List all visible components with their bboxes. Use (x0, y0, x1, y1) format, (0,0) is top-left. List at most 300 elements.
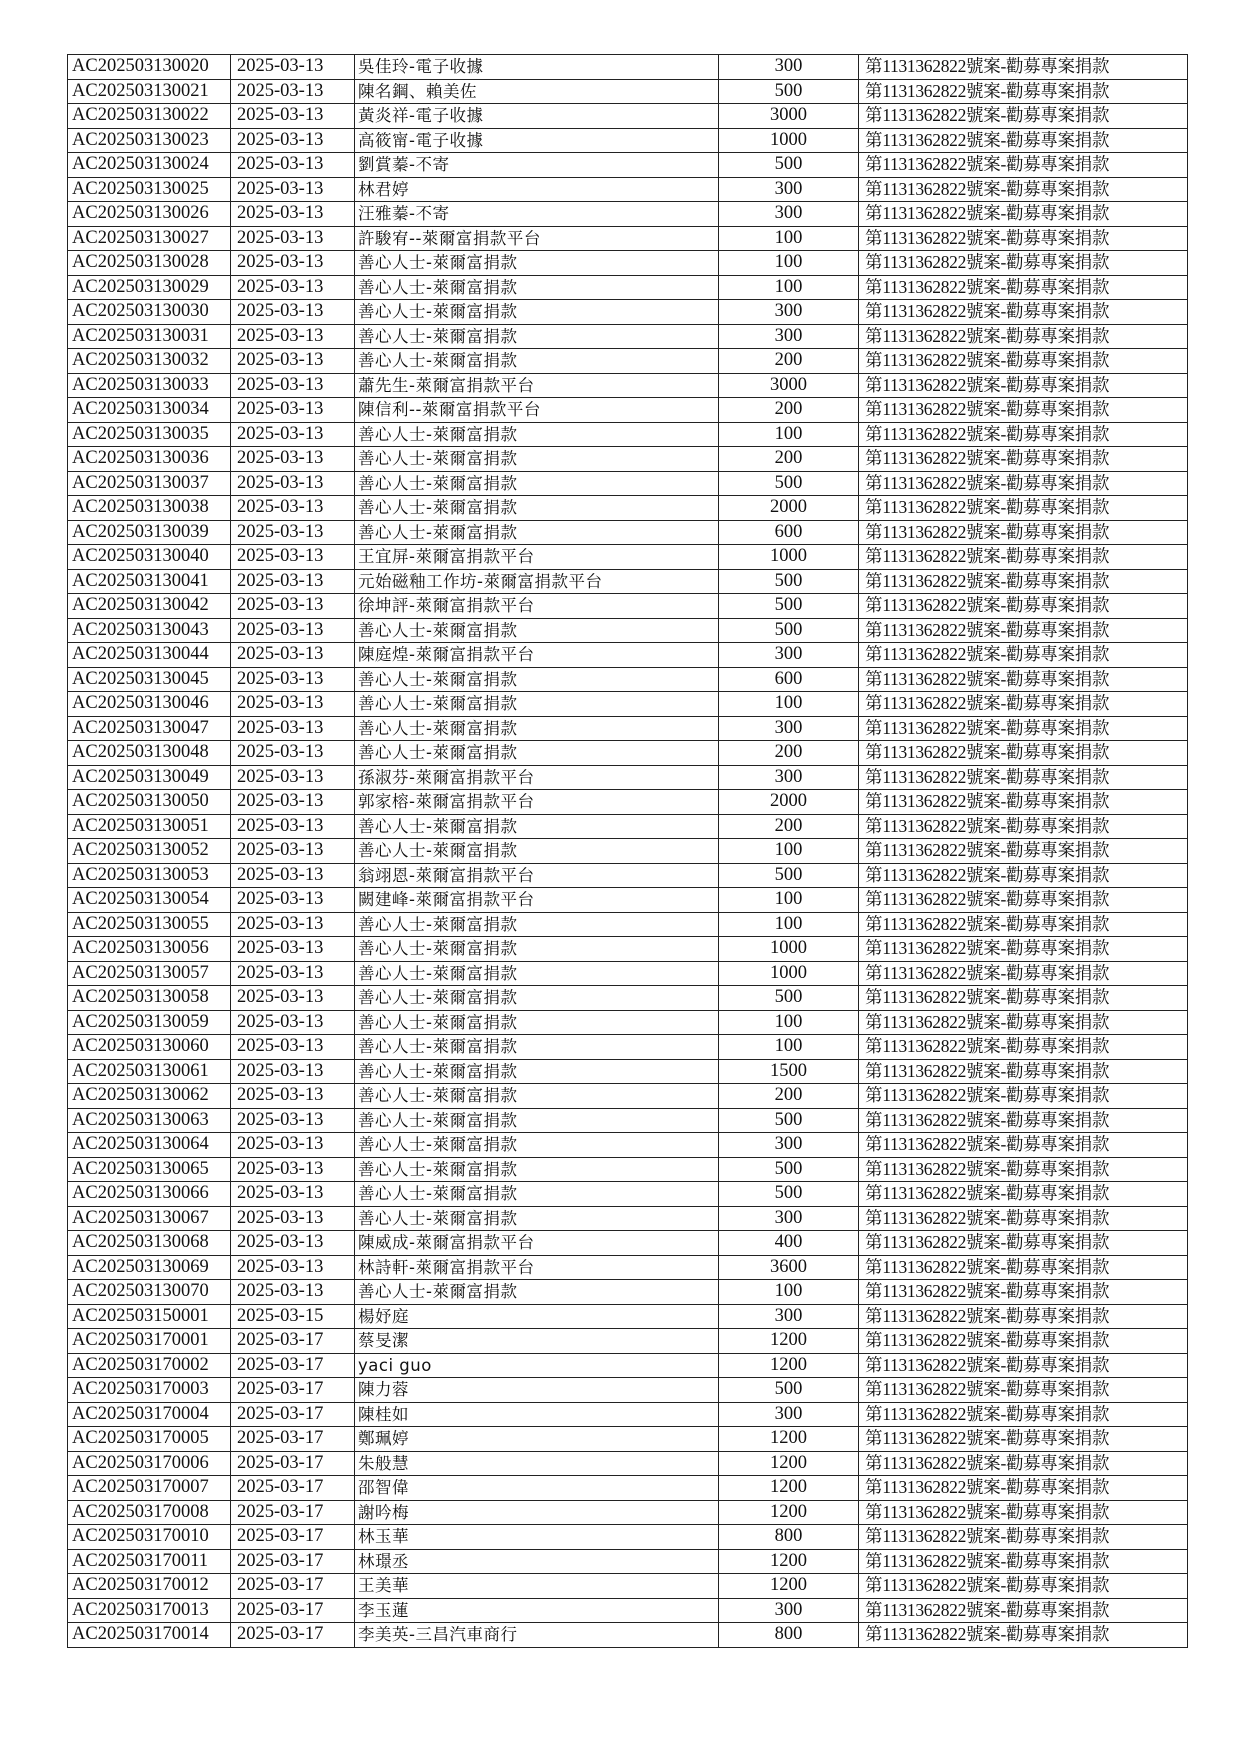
receipt-id-cell: AC202503130029 (68, 275, 231, 300)
date-cell: 2025-03-13 (231, 569, 355, 594)
date-cell: 2025-03-13 (231, 153, 355, 178)
amount-cell: 500 (719, 1157, 859, 1182)
table-row (68, 1280, 1188, 1305)
receipt-id-cell: AC202503130065 (68, 1157, 231, 1182)
table-row (68, 251, 1188, 276)
donor-name-cell: 闕建峰-萊爾富捐款平台 (355, 888, 719, 913)
table-row (68, 1182, 1188, 1207)
date-cell: 2025-03-17 (231, 1329, 355, 1354)
amount-cell: 1200 (719, 1476, 859, 1501)
date-cell: 2025-03-13 (231, 177, 355, 202)
date-cell: 2025-03-13 (231, 300, 355, 325)
amount-cell: 300 (719, 716, 859, 741)
amount-cell: 500 (719, 618, 859, 643)
date-cell: 2025-03-13 (231, 422, 355, 447)
date-cell: 2025-03-13 (231, 1133, 355, 1158)
date-cell: 2025-03-17 (231, 1451, 355, 1476)
donor-name-cell: 林玉華 (355, 1525, 719, 1550)
purpose-note-cell: 第1131362822號案-勸募專案捐款 (859, 153, 1188, 178)
donor-name-cell: 善心人士-萊爾富捐款 (355, 1035, 719, 1060)
amount-cell: 100 (719, 692, 859, 717)
receipt-id-cell: AC202503170014 (68, 1623, 231, 1648)
donor-name-cell: 鄭珮婷 (355, 1427, 719, 1452)
amount-cell: 300 (719, 765, 859, 790)
receipt-id-cell: AC202503130053 (68, 863, 231, 888)
purpose-note-cell: 第1131362822號案-勸募專案捐款 (859, 1280, 1188, 1305)
donor-name-cell: 李玉蓮 (355, 1598, 719, 1623)
table-row (68, 1133, 1188, 1158)
amount-cell: 300 (719, 202, 859, 227)
date-cell: 2025-03-13 (231, 1206, 355, 1231)
date-cell: 2025-03-17 (231, 1623, 355, 1648)
date-cell: 2025-03-13 (231, 667, 355, 692)
receipt-id-cell: AC202503130033 (68, 373, 231, 398)
table-row (68, 1525, 1188, 1550)
date-cell: 2025-03-17 (231, 1549, 355, 1574)
purpose-note-cell: 第1131362822號案-勸募專案捐款 (859, 618, 1188, 643)
date-cell: 2025-03-13 (231, 1010, 355, 1035)
table-row (68, 202, 1188, 227)
donor-name-cell: 善心人士-萊爾富捐款 (355, 1108, 719, 1133)
table-row (68, 765, 1188, 790)
table-row (68, 324, 1188, 349)
table-row (68, 863, 1188, 888)
donor-name-cell: 善心人士-萊爾富捐款 (355, 496, 719, 521)
table-row (68, 1549, 1188, 1574)
donor-name-cell: 善心人士-萊爾富捐款 (355, 692, 719, 717)
amount-cell: 400 (719, 1231, 859, 1256)
purpose-note-cell: 第1131362822號案-勸募專案捐款 (859, 55, 1188, 80)
amount-cell: 300 (719, 177, 859, 202)
amount-cell: 1000 (719, 545, 859, 570)
purpose-note-cell: 第1131362822號案-勸募專案捐款 (859, 1108, 1188, 1133)
table-row (68, 888, 1188, 913)
purpose-note-cell: 第1131362822號案-勸募專案捐款 (859, 888, 1188, 913)
donor-name-cell: 善心人士-萊爾富捐款 (355, 275, 719, 300)
purpose-note-cell: 第1131362822號案-勸募專案捐款 (859, 961, 1188, 986)
table-row (68, 1623, 1188, 1648)
receipt-id-cell: AC202503130040 (68, 545, 231, 570)
table-row (68, 1035, 1188, 1060)
amount-cell: 500 (719, 471, 859, 496)
donor-name-cell: 蔡旻潔 (355, 1329, 719, 1354)
donor-name-cell: 善心人士-萊爾富捐款 (355, 520, 719, 545)
receipt-id-cell: AC202503130032 (68, 349, 231, 374)
amount-cell: 1000 (719, 937, 859, 962)
donor-name-cell: 陳威成-萊爾富捐款平台 (355, 1231, 719, 1256)
amount-cell: 200 (719, 814, 859, 839)
table-row (68, 1353, 1188, 1378)
table-row (68, 373, 1188, 398)
purpose-note-cell: 第1131362822號案-勸募專案捐款 (859, 716, 1188, 741)
table-row (68, 545, 1188, 570)
table-row (68, 55, 1188, 80)
receipt-id-cell: AC202503170004 (68, 1402, 231, 1427)
purpose-note-cell: 第1131362822號案-勸募專案捐款 (859, 1157, 1188, 1182)
amount-cell: 500 (719, 1182, 859, 1207)
date-cell: 2025-03-13 (231, 55, 355, 80)
receipt-id-cell: AC202503130027 (68, 226, 231, 251)
amount-cell: 300 (719, 1598, 859, 1623)
donor-name-cell: 陳庭煌-萊爾富捐款平台 (355, 643, 719, 668)
table-row (68, 1378, 1188, 1403)
date-cell: 2025-03-13 (231, 863, 355, 888)
donor-name-cell: 善心人士-萊爾富捐款 (355, 1157, 719, 1182)
table-row (68, 275, 1188, 300)
table-row (68, 153, 1188, 178)
receipt-id-cell: AC202503130054 (68, 888, 231, 913)
purpose-note-cell: 第1131362822號案-勸募專案捐款 (859, 643, 1188, 668)
table-row (68, 226, 1188, 251)
receipt-id-cell: AC202503130050 (68, 790, 231, 815)
date-cell: 2025-03-13 (231, 790, 355, 815)
table-row (68, 667, 1188, 692)
purpose-note-cell: 第1131362822號案-勸募專案捐款 (859, 128, 1188, 153)
table-row (68, 1206, 1188, 1231)
amount-cell: 100 (719, 1035, 859, 1060)
table-row (68, 716, 1188, 741)
date-cell: 2025-03-13 (231, 961, 355, 986)
receipt-id-cell: AC202503130055 (68, 912, 231, 937)
receipt-id-cell: AC202503170010 (68, 1525, 231, 1550)
date-cell: 2025-03-17 (231, 1525, 355, 1550)
amount-cell: 300 (719, 1402, 859, 1427)
table-row (68, 1427, 1188, 1452)
date-cell: 2025-03-13 (231, 545, 355, 570)
purpose-note-cell: 第1131362822號案-勸募專案捐款 (859, 202, 1188, 227)
purpose-note-cell: 第1131362822號案-勸募專案捐款 (859, 839, 1188, 864)
table-row (68, 471, 1188, 496)
donor-name-cell: 李美英-三昌汽車商行 (355, 1623, 719, 1648)
table-row (68, 839, 1188, 864)
table-row (68, 128, 1188, 153)
donor-name-cell: 王宜屏-萊爾富捐款平台 (355, 545, 719, 570)
donor-name-cell: 善心人士-萊爾富捐款 (355, 961, 719, 986)
amount-cell: 800 (719, 1623, 859, 1648)
amount-cell: 300 (719, 300, 859, 325)
donor-name-cell: 邵智偉 (355, 1476, 719, 1501)
purpose-note-cell: 第1131362822號案-勸募專案捐款 (859, 863, 1188, 888)
purpose-note-cell: 第1131362822號案-勸募專案捐款 (859, 545, 1188, 570)
donor-name-cell: 楊妤庭 (355, 1304, 719, 1329)
receipt-id-cell: AC202503130052 (68, 839, 231, 864)
purpose-note-cell: 第1131362822號案-勸募專案捐款 (859, 324, 1188, 349)
receipt-id-cell: AC202503130057 (68, 961, 231, 986)
table-row (68, 594, 1188, 619)
table-row (68, 1329, 1188, 1354)
donor-name-cell: 林君婷 (355, 177, 719, 202)
receipt-id-cell: AC202503170007 (68, 1476, 231, 1501)
date-cell: 2025-03-13 (231, 128, 355, 153)
date-cell: 2025-03-13 (231, 471, 355, 496)
donor-name-cell: 陳名鋼、賴美佐 (355, 79, 719, 104)
table-row (68, 447, 1188, 472)
receipt-id-cell: AC202503130036 (68, 447, 231, 472)
amount-cell: 800 (719, 1525, 859, 1550)
table-row (68, 692, 1188, 717)
purpose-note-cell: 第1131362822號案-勸募專案捐款 (859, 177, 1188, 202)
donor-name-cell: 善心人士-萊爾富捐款 (355, 912, 719, 937)
purpose-note-cell: 第1131362822號案-勸募專案捐款 (859, 1304, 1188, 1329)
table-row (68, 422, 1188, 447)
date-cell: 2025-03-13 (231, 986, 355, 1011)
receipt-id-cell: AC202503130051 (68, 814, 231, 839)
amount-cell: 100 (719, 1010, 859, 1035)
table-row (68, 520, 1188, 545)
amount-cell: 3600 (719, 1255, 859, 1280)
donor-name-cell: 高筱甯-電子收據 (355, 128, 719, 153)
receipt-id-cell: AC202503130034 (68, 398, 231, 423)
purpose-note-cell: 第1131362822號案-勸募專案捐款 (859, 520, 1188, 545)
receipt-id-cell: AC202503130069 (68, 1255, 231, 1280)
purpose-note-cell: 第1131362822號案-勸募專案捐款 (859, 594, 1188, 619)
purpose-note-cell: 第1131362822號案-勸募專案捐款 (859, 1329, 1188, 1354)
donor-name-cell: 善心人士-萊爾富捐款 (355, 618, 719, 643)
amount-cell: 1200 (719, 1574, 859, 1599)
receipt-id-cell: AC202503170011 (68, 1549, 231, 1574)
donor-name-cell: 朱般慧 (355, 1451, 719, 1476)
receipt-id-cell: AC202503170008 (68, 1500, 231, 1525)
donor-name-cell: 善心人士-萊爾富捐款 (355, 471, 719, 496)
donor-name-cell: 劉賞蓁-不寄 (355, 153, 719, 178)
purpose-note-cell: 第1131362822號案-勸募專案捐款 (859, 1525, 1188, 1550)
receipt-id-cell: AC202503130041 (68, 569, 231, 594)
amount-cell: 100 (719, 275, 859, 300)
purpose-note-cell: 第1131362822號案-勸募專案捐款 (859, 1476, 1188, 1501)
receipt-id-cell: AC202503130037 (68, 471, 231, 496)
receipt-id-cell: AC202503130068 (68, 1231, 231, 1256)
purpose-note-cell: 第1131362822號案-勸募專案捐款 (859, 912, 1188, 937)
donor-name-cell: 翁翊恩-萊爾富捐款平台 (355, 863, 719, 888)
purpose-note-cell: 第1131362822號案-勸募專案捐款 (859, 226, 1188, 251)
donor-name-cell: 善心人士-萊爾富捐款 (355, 251, 719, 276)
amount-cell: 100 (719, 226, 859, 251)
table-row (68, 986, 1188, 1011)
date-cell: 2025-03-13 (231, 765, 355, 790)
purpose-note-cell: 第1131362822號案-勸募專案捐款 (859, 275, 1188, 300)
donor-name-cell: 善心人士-萊爾富捐款 (355, 741, 719, 766)
receipt-id-cell: AC202503130058 (68, 986, 231, 1011)
donor-name-cell: 吳佳玲-電子收據 (355, 55, 719, 80)
receipt-id-cell: AC202503130039 (68, 520, 231, 545)
receipt-id-cell: AC202503130025 (68, 177, 231, 202)
table-row (68, 1574, 1188, 1599)
date-cell: 2025-03-13 (231, 839, 355, 864)
purpose-note-cell: 第1131362822號案-勸募專案捐款 (859, 1598, 1188, 1623)
purpose-note-cell: 第1131362822號案-勸募專案捐款 (859, 1574, 1188, 1599)
donor-name-cell: 善心人士-萊爾富捐款 (355, 716, 719, 741)
amount-cell: 300 (719, 643, 859, 668)
date-cell: 2025-03-13 (231, 398, 355, 423)
date-cell: 2025-03-17 (231, 1476, 355, 1501)
purpose-note-cell: 第1131362822號案-勸募專案捐款 (859, 569, 1188, 594)
purpose-note-cell: 第1131362822號案-勸募專案捐款 (859, 79, 1188, 104)
purpose-note-cell: 第1131362822號案-勸募專案捐款 (859, 1549, 1188, 1574)
purpose-note-cell: 第1131362822號案-勸募專案捐款 (859, 937, 1188, 962)
date-cell: 2025-03-13 (231, 814, 355, 839)
amount-cell: 500 (719, 594, 859, 619)
receipt-id-cell: AC202503130056 (68, 937, 231, 962)
receipt-id-cell: AC202503130030 (68, 300, 231, 325)
purpose-note-cell: 第1131362822號案-勸募專案捐款 (859, 1378, 1188, 1403)
amount-cell: 500 (719, 153, 859, 178)
amount-cell: 1000 (719, 961, 859, 986)
receipt-id-cell: AC202503130060 (68, 1035, 231, 1060)
donor-name-cell: 陳力蓉 (355, 1378, 719, 1403)
amount-cell: 600 (719, 520, 859, 545)
amount-cell: 500 (719, 986, 859, 1011)
date-cell: 2025-03-15 (231, 1304, 355, 1329)
purpose-note-cell: 第1131362822號案-勸募專案捐款 (859, 1255, 1188, 1280)
amount-cell: 200 (719, 741, 859, 766)
amount-cell: 300 (719, 1133, 859, 1158)
donor-name-cell: 善心人士-萊爾富捐款 (355, 667, 719, 692)
amount-cell: 200 (719, 349, 859, 374)
donor-name-cell: 黃炎祥-電子收據 (355, 104, 719, 129)
purpose-note-cell: 第1131362822號案-勸募專案捐款 (859, 398, 1188, 423)
donor-name-cell: yaci guo (355, 1353, 719, 1378)
date-cell: 2025-03-13 (231, 1157, 355, 1182)
receipt-id-cell: AC202503170013 (68, 1598, 231, 1623)
donor-name-cell: 善心人士-萊爾富捐款 (355, 300, 719, 325)
purpose-note-cell: 第1131362822號案-勸募專案捐款 (859, 373, 1188, 398)
table-row (68, 177, 1188, 202)
table-row (68, 349, 1188, 374)
donor-name-cell: 善心人士-萊爾富捐款 (355, 1133, 719, 1158)
receipt-id-cell: AC202503130067 (68, 1206, 231, 1231)
table-row (68, 300, 1188, 325)
amount-cell: 1200 (719, 1353, 859, 1378)
purpose-note-cell: 第1131362822號案-勸募專案捐款 (859, 1451, 1188, 1476)
amount-cell: 500 (719, 569, 859, 594)
date-cell: 2025-03-13 (231, 1108, 355, 1133)
date-cell: 2025-03-17 (231, 1598, 355, 1623)
donor-name-cell: 王美華 (355, 1574, 719, 1599)
table-row (68, 1157, 1188, 1182)
amount-cell: 1200 (719, 1427, 859, 1452)
date-cell: 2025-03-13 (231, 1280, 355, 1305)
table-row (68, 398, 1188, 423)
date-cell: 2025-03-13 (231, 1035, 355, 1060)
purpose-note-cell: 第1131362822號案-勸募專案捐款 (859, 471, 1188, 496)
receipt-id-cell: AC202503130023 (68, 128, 231, 153)
purpose-note-cell: 第1131362822號案-勸募專案捐款 (859, 496, 1188, 521)
date-cell: 2025-03-13 (231, 496, 355, 521)
receipt-id-cell: AC202503130059 (68, 1010, 231, 1035)
donor-name-cell: 陳信利--萊爾富捐款平台 (355, 398, 719, 423)
purpose-note-cell: 第1131362822號案-勸募專案捐款 (859, 765, 1188, 790)
table-row (68, 1231, 1188, 1256)
purpose-note-cell: 第1131362822號案-勸募專案捐款 (859, 1402, 1188, 1427)
donation-rows (68, 55, 1188, 1648)
date-cell: 2025-03-13 (231, 324, 355, 349)
date-cell: 2025-03-13 (231, 1059, 355, 1084)
table-row (68, 1108, 1188, 1133)
table-row (68, 1451, 1188, 1476)
donor-name-cell: 善心人士-萊爾富捐款 (355, 814, 719, 839)
date-cell: 2025-03-13 (231, 643, 355, 668)
purpose-note-cell: 第1131362822號案-勸募專案捐款 (859, 1353, 1188, 1378)
purpose-note-cell: 第1131362822號案-勸募專案捐款 (859, 349, 1188, 374)
donor-name-cell: 善心人士-萊爾富捐款 (355, 349, 719, 374)
receipt-id-cell: AC202503130024 (68, 153, 231, 178)
purpose-note-cell: 第1131362822號案-勸募專案捐款 (859, 422, 1188, 447)
table-row (68, 1304, 1188, 1329)
donor-name-cell: 善心人士-萊爾富捐款 (355, 1182, 719, 1207)
donor-name-cell: 善心人士-萊爾富捐款 (355, 324, 719, 349)
donor-name-cell: 孫淑芬-萊爾富捐款平台 (355, 765, 719, 790)
donor-name-cell: 汪雅蓁-不寄 (355, 202, 719, 227)
date-cell: 2025-03-17 (231, 1500, 355, 1525)
receipt-id-cell: AC202503130043 (68, 618, 231, 643)
date-cell: 2025-03-13 (231, 520, 355, 545)
donor-name-cell: 林詩軒-萊爾富捐款平台 (355, 1255, 719, 1280)
table-row (68, 1500, 1188, 1525)
receipt-id-cell: AC202503130020 (68, 55, 231, 80)
amount-cell: 300 (719, 55, 859, 80)
donor-name-cell: 林璟丞 (355, 1549, 719, 1574)
table-row (68, 104, 1188, 129)
table-row (68, 1010, 1188, 1035)
amount-cell: 3000 (719, 104, 859, 129)
date-cell: 2025-03-17 (231, 1353, 355, 1378)
purpose-note-cell: 第1131362822號案-勸募專案捐款 (859, 1623, 1188, 1648)
table-row (68, 937, 1188, 962)
amount-cell: 1500 (719, 1059, 859, 1084)
receipt-id-cell: AC202503150001 (68, 1304, 231, 1329)
receipt-id-cell: AC202503130048 (68, 741, 231, 766)
date-cell: 2025-03-13 (231, 104, 355, 129)
receipt-id-cell: AC202503130063 (68, 1108, 231, 1133)
date-cell: 2025-03-13 (231, 1231, 355, 1256)
amount-cell: 2000 (719, 790, 859, 815)
purpose-note-cell: 第1131362822號案-勸募專案捐款 (859, 741, 1188, 766)
table-row (68, 1084, 1188, 1109)
receipt-id-cell: AC202503130042 (68, 594, 231, 619)
table-row (68, 1255, 1188, 1280)
amount-cell: 200 (719, 447, 859, 472)
amount-cell: 3000 (719, 373, 859, 398)
receipt-id-cell: AC202503130046 (68, 692, 231, 717)
purpose-note-cell: 第1131362822號案-勸募專案捐款 (859, 1182, 1188, 1207)
amount-cell: 300 (719, 1304, 859, 1329)
donor-name-cell: 蕭先生-萊爾富捐款平台 (355, 373, 719, 398)
purpose-note-cell: 第1131362822號案-勸募專案捐款 (859, 1059, 1188, 1084)
purpose-note-cell: 第1131362822號案-勸募專案捐款 (859, 692, 1188, 717)
date-cell: 2025-03-13 (231, 275, 355, 300)
amount-cell: 500 (719, 863, 859, 888)
amount-cell: 100 (719, 839, 859, 864)
date-cell: 2025-03-13 (231, 373, 355, 398)
amount-cell: 100 (719, 888, 859, 913)
purpose-note-cell: 第1131362822號案-勸募專案捐款 (859, 1133, 1188, 1158)
donor-name-cell: 元始磁釉工作坊-萊爾富捐款平台 (355, 569, 719, 594)
amount-cell: 1200 (719, 1500, 859, 1525)
purpose-note-cell: 第1131362822號案-勸募專案捐款 (859, 1231, 1188, 1256)
purpose-note-cell: 第1131362822號案-勸募專案捐款 (859, 447, 1188, 472)
date-cell: 2025-03-17 (231, 1378, 355, 1403)
date-cell: 2025-03-13 (231, 912, 355, 937)
table-row (68, 912, 1188, 937)
purpose-note-cell: 第1131362822號案-勸募專案捐款 (859, 667, 1188, 692)
purpose-note-cell: 第1131362822號案-勸募專案捐款 (859, 1035, 1188, 1060)
amount-cell: 100 (719, 422, 859, 447)
date-cell: 2025-03-13 (231, 741, 355, 766)
receipt-id-cell: AC202503130047 (68, 716, 231, 741)
receipt-id-cell: AC202503130022 (68, 104, 231, 129)
amount-cell: 500 (719, 1108, 859, 1133)
purpose-note-cell: 第1131362822號案-勸募專案捐款 (859, 1206, 1188, 1231)
